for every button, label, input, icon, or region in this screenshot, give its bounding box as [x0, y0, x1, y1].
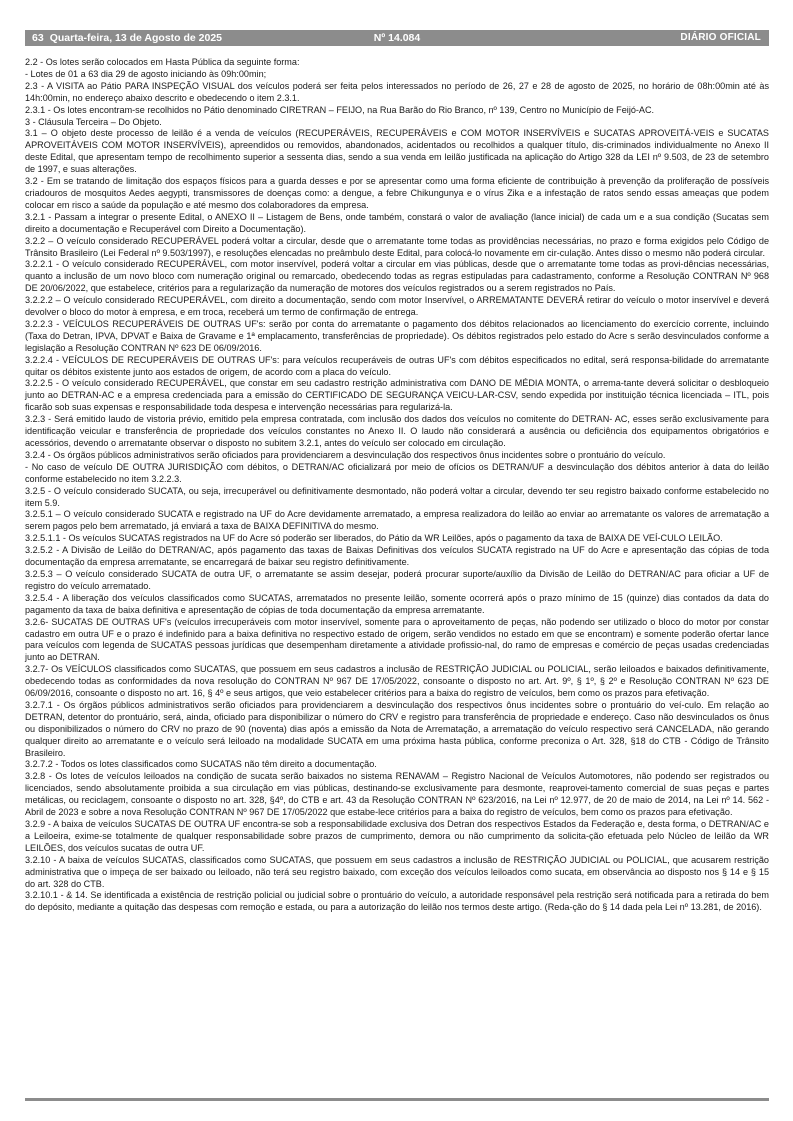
body-paragraph: 3.2.8 - Os lotes de veículos leiloados na condição de sucata serão baixados no sistema RENAVAM – Registro Nacional de Veículos Automotores, não podendo ser registrados ou licenciados, sendo absolutamente proibida a sua circulação em vias públicas, destinando-se exclusivamente para desmonte, reaprovei-tamento comercial de suas peças e partes metálicas, ou reciclagem, consoante o disposto no art. 328, §4º, do CTB e art. 43 da Resolução CONTRAN Nº 623/2016, na Lei nº 12.977, de 20 de maio de 2014, na Lei nº 14. 562 - Abril de 2023 e sobre a nova Resolução CONTRAN Nº 967 DE 17/05/2022 que estabe-lece critérios para a baixa do registro de veículos, bem como os prazos para efetivação.: [25, 771, 769, 818]
body-paragraph: 3.2.5.1 – O veículo considerado SUCATA e registrado na UF do Acre devidamente arrematado, a empresa realizadora do leilão ao enviar ao arrematante os valores de arrematação a serem pagos pelo bem arrematado, já enviará a taxa de BAIXA DEFINITIVA do mesmo.: [25, 509, 769, 532]
body-paragraph: 3.2.7.1 - Os órgãos públicos administrativos serão oficiados para providenciarem a desvinculação dos respectivos ônus incidentes sobre o prontuário do veí-culo. Em relação ao DETRAN, detentor do prontuário, será, ainda, oficiado para disponibilizar o número do CRV e registro para transferência de propriedade e endereço. Caso não desvinculados os ônus ou disponibilizados o número do CRV no prazo de 90 (noventa) dias após a emissão da Nota de Arrematação, a arrematação do veículo respectivo será CANCELADA, não gerando qualquer direito ao arrematante e o veículo será leiloado na modalidade SUCATA em uma próxima hasta pública, conforme preconiza o Art. 328, §18 do CTB - Código de Trânsito Brasileiro.: [25, 699, 769, 758]
body-paragraph: 3.2.2.3 - VEÍCULOS RECUPERÁVEIS DE OUTRAS UF's: serão por conta do arrematante o pagamento dos débitos relacionados ao licenciamento do exercício corrente, incluindo (Taxa do Detran, IPVA, DPVAT e Baixa de Gravame e 1ª emplacamento, transferências de propriedade). Os débitos registrados pelo estado do Acre s serão desvinculados conforme a legislação a Resolução CONTRAN Nº 623 DE 06/09/2016.: [25, 318, 769, 353]
page-header-bar: [25, 30, 769, 46]
body-paragraph: 3.2.2.5 - O veículo considerado RECUPERÁVEL, que constar em seu cadastro restrição administrativa com DANO DE MÉDIA MONTA, o arrema-tante deverá solicitar o desbloqueio junto ao DETRAN-AC e a empresa credenciada para a emissão do CERTIFICADO DE SEGURANÇA VEICU-LAR-CSV, sendo expedida por instituição técnica licenciada – ITL, pois ficarão sob suas expensas e responsabilidade toda despesa e intervenção necessárias para regularizá-la.: [25, 378, 769, 413]
body-paragraph: 3.2.10 - A baixa de veículos SUCATAS, classificados como SUCATAS, que possuem em seus cadastros a inclusão de RESTRIÇÃO JUDICIAL ou POLICIAL, que acusarem restrição administrativa que o impeça de ser baixado ou leiloado, não terá seu registro baixado, com exceção dos veículos leiloados como sucata, em observância ao disposto nos § 14 e § 15 do art. 328 do CTB.: [25, 854, 769, 889]
body-paragraph: 3 - Cláusula Terceira – Do Objeto.: [25, 116, 162, 127]
body-paragraph: 3.2.2.1 - O veículo considerado RECUPERÁVEL, com motor inservível, poderá voltar a circular em vias públicas, desde que o arrematante tome todas as provi-dências necessárias, quanto a inclusão de um novo bloco com numeração original ou remarcado, obedecendo todas as regras estipuladas para cadastramento, conforme a Resolução CONTRAN Nº 968 DE 20/06/2022, que estabelece, critérios para a regularização da numeração de motores dos veículos registrados ou a serem registrados no País.: [25, 259, 769, 294]
body-paragraph: 3.2.4 - Os órgãos públicos administrativos serão oficiados para providenciarem a desvinculação dos respectivos ônus incidentes sobre o prontuário do veículo.: [25, 449, 666, 460]
body-paragraph: - No caso de veículo DE OUTRA JURISDIÇÃO com débitos, o DETRAN/AC oficializará por meio de ofícios os DETRAN/UF a desvinculação dos débitos anterior à data do leilão conforme estabelecido no item 3.2.2.3.: [25, 461, 769, 484]
body-paragraph: 3.2.5.4 - A liberação dos veículos classificados como SUCATAS, arrematados no presente leilão, somente ocorrerá após o prazo mínimo de 15 (quinze) dias contados da data do pagamento da taxa de baixa definitiva e apresentação de cópias de toda documentação da empresa arrematante.: [25, 592, 769, 615]
document-body: [25, 57, 769, 914]
page-number: 63: [32, 32, 44, 44]
body-paragraph: 3.2.5.3 – O veículo considerado SUCATA de outra UF, o arrematante se assim desejar, poderá procurar suporte/auxílio da Divisão de Leilão do DETRAN/AC para oficiar a UF de registro do veículo arrematado.: [25, 568, 769, 591]
body-paragraph: 3.2.7- Os VEÍCULOS classificados como SUCATAS, que possuem em seus cadastros a inclusão de RESTRIÇÃO JUDICIAL ou POLICIAL, serão leiloados e baixados definitivamente, obedecendo todas as conformidades da nova resolução do CONTRAN Nº 967 DE 17/05/2022, consoante o disposto no art. Art. 9º, § 1º, § 2º e Resolução CONTRAN Nº 623 DE 06/09/2016, consoante o disposto no art. 16, § 4º e seus artigos, que veio estabelecer critérios para a baixa do registro de veículos, bem como os prazos para efetivação.: [25, 664, 769, 699]
body-paragraph: 2.2 - Os lotes serão colocados em Hasta Pública da seguinte forma:: [25, 57, 300, 67]
body-paragraph: 2.3 - A VISITA ao Pátio PARA INSPEÇÃO VISUAL dos veículos poderá ser feita pelos interessados no período de 26, 27 e 28 de agosto de 2025, no horário de 08h:00min até às 14h:00min, no endereço abaixo descrito e obedecendo o item 2.3.1.: [25, 80, 769, 103]
body-paragraph: 3.2.5.2 - A Divisão de Leilão do DETRAN/AC, após pagamento das taxas de Baixas Definitivas dos veículos SUCATA registrado na UF do Acre e apresentação das cópias de toda documentação da empresa arrematante, se encarregará de baixar seu registro definitivamente.: [25, 545, 769, 568]
body-paragraph: 3.2.9 - A baixa de veículos SUCATAS DE OUTRA UF encontra-se sob a responsabilidade exclusiva dos Detran dos respectivos Estados da Federação e, desta forma, o DETRAN/AC e a Leiloeira, exime-se totalmente de qualquer responsabilidade sobre prazos de cumprimento, demora ou não cumprimento da solicita-ção efetuada pelo Núcleo de leilão da WR LEILÕES, dos veículos sucatas de outra UF.: [25, 819, 769, 853]
body-paragraph: 3.2.2 – O veículo considerado RECUPERÁVEL poderá voltar a circular, desde que o arrematante tome todas as providências necessárias, no prazo e forma exigidos pelo Código de Trânsito Brasileiro (Lei Federal nº 9.503/1997), e resoluções elencadas no preâmbulo deste Edital, para colocá-lo novamente em cir-culação. Antes disso o mesmo não poderá circular.: [25, 235, 769, 258]
body-paragraph: 3.2.5.1.1 - Os veículos SUCATAS registrados na UF do Acre só poderão ser liberados, do Pátio da WR Leilões, após o pagamento da taxa de BAIXA DE VEÍ-CULO LEILÃO.: [25, 533, 723, 544]
body-paragraph: 3.2.7.2 - Todos os lotes classificados como SUCATAS não têm direito a documentação.: [25, 759, 377, 770]
body-paragraph: 3.2.10.1 - & 14. Se identificada a existência de restrição policial ou judicial sobre o prontuário do veículo, a autoridade responsável pela restrição será notificada para a retirada do bem do depósito, mediante a quitação das despesas com remoção e estada, ou para a autorização do leilão nos termos deste artigo. (Reda-ção do § 14 dada pela Lei nº 13.281, de 2016).: [25, 890, 769, 913]
body-paragraph: 3.2 - Em se tratando de limitação dos espaços físicos para a guarda desses e por se apresentar como uma forma eficiente de contribuição à prevenção da proliferação de possíveis criadouros de mosquitos Aedes aegypti, transmissores de doenças como: a dengue, a febre Chikungunya e o vírus Zika e a infestação de ratos sendo essas ameaças que podem colocar em risco a saúde da população e até mesmo dos colaboradores da empresa.: [25, 176, 769, 210]
issue-number: Nº 14.084: [373, 32, 421, 44]
publication-title: DIÁRIO OFICIAL: [680, 32, 761, 43]
body-paragraph: 3.2.2.2 – O veículo considerado RECUPERÁVEL, com direito a documentação, sendo com motor Inservível, o ARREMATANTE DEVERÁ retirar do veículo o motor inservível e deverá devolver o bloco do motor à empresa, e em troca, receberá um termo de confirmação de entrega.: [25, 295, 769, 318]
body-paragraph: 3.2.6- SUCATAS DE OUTRAS UF's (veículos irrecuperáveis com motor inservível, somente para o aproveitamento de peças, não podendo ser utilizado o bloco do motor por constar cadastro em outra UF e o prazo é indefinido para a baixa definitiva no respectivo estado de origem, serão vendidos no estado em que se encontram) e somente poderão ofertar lance para veículos com legenda de SUCATAS pessoas jurídicas que desempenham diretamente a atividade profissio-nal, do ramo de empresas e comércio de peças usadas credenciadas junto ao DETRAN.: [25, 616, 769, 663]
body-paragraph: 3.2.2.4 - VEÍCULOS DE RECUPERÁVEIS DE OUTRAS UF's: para veículos recuperáveis de outras UF's com débitos especificados no edital, será responsa-bilidade do arrematante quitar os débitos existente junto aos estados de origem, de acordo com a placa do veículo.: [25, 354, 769, 377]
body-paragraph: 3.1 – O objeto deste processo de leilão é a venda de veículos (RECUPERÁVEIS, RECUPERÁVEIS e COM MOTOR INSERVÍVEIS e SUCATAS APROVEITÁ-VEIS e SUCATAS APROVEITÁVEIS COM MOTOR INSERVÍVEIS), apreendidos ou removidos, abandonados, acidentados ou recolhidos a qualquer título, dis-criminados individualmente no Anexo II deste Edital, que apresentam tempo de recolhimento superior a sessenta dias, sendo a sua venda em leilão justificada na aplicação do Artigo 328 da LEI nº 9.503, de 23 de setembro de 1997, e suas alterações.: [25, 128, 769, 175]
body-paragraph: - Lotes de 01 a 63 dia 29 de agosto iniciando às 09h:00min;: [25, 68, 267, 79]
header-date: Quarta-feira, 13 de Agosto de 2025: [49, 32, 223, 44]
body-paragraph: 3.2.1 - Passam a integrar o presente Edital, o ANEXO II – Listagem de Bens, onde também, constará o valor de avaliação (lance inicial) de cada um e a sua condição (Sucatas sem direito a documentação e Recuperável com Direito a Documentação).: [25, 211, 769, 234]
body-paragraph: 3.2.5 - O veículo considerado SUCATA, ou seja, irrecuperável ou definitivamente desmontado, não poderá voltar a circular, devendo ter seu registro baixado conforme estabelecido no item 5.9.: [25, 485, 769, 508]
footer-rule: [25, 1098, 769, 1101]
body-paragraph: 2.3.1 - Os lotes encontram-se recolhidos no Pátio denominado CIRETRAN – FEIJO, na Rua Barão do Rio Branco, nº 139, Centro no Município de Feijó-AC.: [25, 104, 655, 115]
body-paragraph: 3.2.3 - Será emitido laudo de vistoria prévio, emitido pela empresa contratada, com inclusão dos dados dos veículos no comitente do DETRAN- AC, esses serão exclusivamente para identificação veicular e transferência de propriedade dos veículos constantes no Anexo II. O laudo não considerará a ausência ou deficiência dos equipamentos obrigatórios e acessórios, devendo o arrematante observar o disposto no subitem 3.2.1, antes do veículo ser colocado em circulação.: [25, 414, 769, 448]
